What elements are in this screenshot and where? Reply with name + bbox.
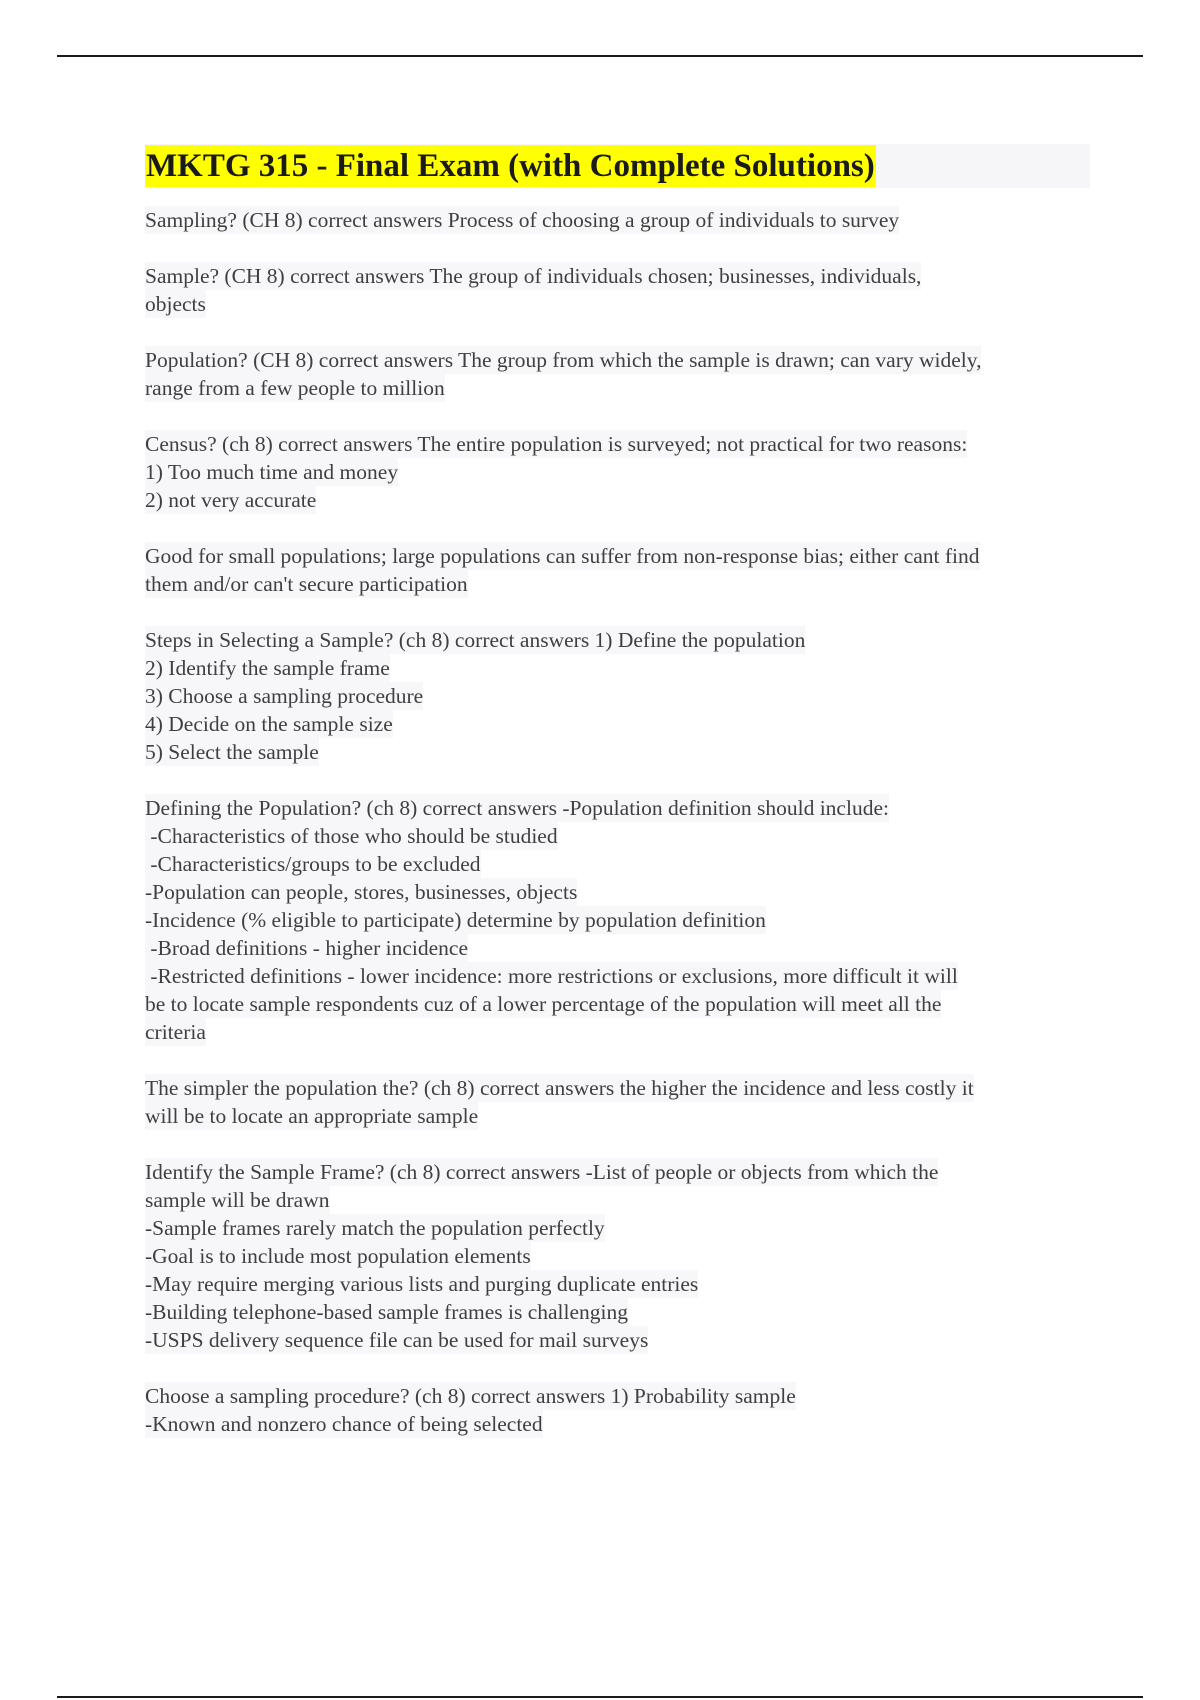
- text-line: -Goal is to include most population elements: [145, 1244, 531, 1268]
- qa-entry: [145, 626, 1090, 766]
- text-line: -Broad definitions - higher incidence: [145, 936, 468, 960]
- text-line: 2) Identify the sample frame: [145, 656, 390, 680]
- text-line: 5) Select the sample: [145, 740, 319, 764]
- text-line: -May require merging various lists and purging duplicate entries: [145, 1272, 699, 1296]
- text-line: Identify the Sample Frame? (ch 8) correct answers -List of people or objects from which the: [145, 1160, 939, 1184]
- text-line: 1) Too much time and money: [145, 460, 399, 484]
- text-line: -Restricted definitions - lower incidence: more restrictions or exclusions, more difficult it will: [145, 964, 958, 988]
- text-line: -USPS delivery sequence file can be used for mail surveys: [145, 1328, 649, 1352]
- qa-entry: [145, 262, 1090, 318]
- text-line: -Building telephone-based sample frames is challenging: [145, 1300, 629, 1324]
- text-line: 4) Decide on the sample size: [145, 712, 393, 736]
- text-line: objects: [145, 292, 206, 316]
- text-line: range from a few people to million: [145, 376, 445, 400]
- qa-entry: [145, 1158, 1090, 1354]
- qa-entry: [145, 1382, 1090, 1438]
- qa-entry: [145, 346, 1090, 402]
- text-line: Defining the Population? (ch 8) correct answers -Population definition should include:: [145, 796, 889, 820]
- text-line: -Characteristics of those who should be studied: [145, 824, 558, 848]
- text-line: -Sample frames rarely match the population perfectly: [145, 1216, 605, 1240]
- text-line: Sampling? (CH 8) correct answers Process of choosing a group of individuals to survey: [145, 208, 900, 232]
- text-line: -Incidence (% eligible to participate) determine by population definition: [145, 908, 766, 932]
- document-body: [145, 144, 1090, 1466]
- qa-entry: [145, 1074, 1090, 1130]
- text-line: Sample? (CH 8) correct answers The group of individuals chosen; businesses, individuals,: [145, 264, 922, 288]
- text-line: criteria: [145, 1020, 206, 1044]
- qa-entry: [145, 430, 1090, 514]
- text-line: be to locate sample respondents cuz of a lower percentage of the population will meet all the: [145, 992, 942, 1016]
- text-line: The simpler the population the? (ch 8) correct answers the higher the incidence and less costly it: [145, 1076, 974, 1100]
- qa-entry: [145, 794, 1090, 1046]
- text-line: -Characteristics/groups to be excluded: [145, 852, 481, 876]
- text-line: Population? (CH 8) correct answers The group from which the sample is drawn; can vary widely,: [145, 348, 982, 372]
- text-line: Census? (ch 8) correct answers The entire population is surveyed; not practical for two reasons:: [145, 432, 968, 456]
- document-title: MKTG 315 - Final Exam (with Complete Solutions): [145, 145, 876, 187]
- top-rule: [57, 55, 1143, 57]
- text-line: sample will be drawn: [145, 1188, 330, 1212]
- title-bar: [145, 144, 1090, 188]
- text-line: them and/or can't secure participation: [145, 572, 468, 596]
- text-line: 3) Choose a sampling procedure: [145, 684, 424, 708]
- text-line: 2) not very accurate: [145, 488, 317, 512]
- bottom-rule: [57, 1696, 1143, 1698]
- text-line: will be to locate an appropriate sample: [145, 1104, 479, 1128]
- qa-list: [145, 206, 1090, 1438]
- text-line: -Known and nonzero chance of being selected: [145, 1412, 543, 1436]
- text-line: Steps in Selecting a Sample? (ch 8) correct answers 1) Define the population: [145, 628, 806, 652]
- qa-entry: [145, 542, 1090, 598]
- qa-entry: [145, 206, 1090, 234]
- text-line: Choose a sampling procedure? (ch 8) correct answers 1) Probability sample: [145, 1384, 796, 1408]
- text-line: Good for small populations; large populations can suffer from non-response bias; either cant find: [145, 544, 980, 568]
- text-line: -Population can people, stores, businesses, objects: [145, 880, 578, 904]
